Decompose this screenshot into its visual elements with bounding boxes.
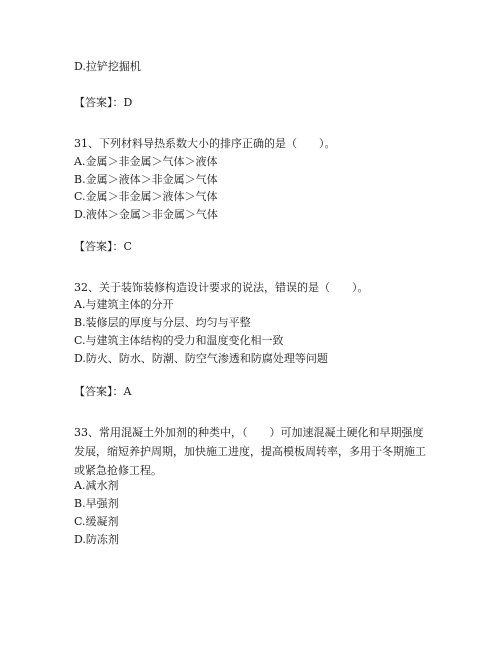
answer-label: 【答案】：C <box>74 240 132 253</box>
question-33-stem: 33、常用混凝土外加剂的种类中，（ ）可加速混凝土硬化和早期强度发展，缩短养护周期，加快施工进度，提高模板周转率，多用于冬期施工或紧急抢修工程。 <box>74 426 426 477</box>
question-33-option-a: A.减水剂 <box>74 479 119 492</box>
answer-label: 【答案】：D <box>74 96 133 109</box>
question-32-option-a: A.与建筑主体的分开 <box>74 298 174 311</box>
question-31-option-a: A.金属＞非金属＞气体＞液体 <box>74 155 218 168</box>
question-31-option-c: C.金属＞非金属＞液体＞气体 <box>74 190 218 203</box>
question-31-option-b: B.金属＞液体＞非金属＞气体 <box>74 173 218 186</box>
question-32-stem: 32、关于装饰装修构造设计要求的说法，错误的是（ ）。 <box>74 281 369 294</box>
question-31-option-d: D.液体＞金属＞非金属＞气体 <box>74 208 218 221</box>
question-32-option-c: C.与建筑主体结构的受力和温度变化相一致 <box>74 334 284 347</box>
question-33-option-d: D.防冻剂 <box>74 533 119 546</box>
question-33-option-b: B.早强剂 <box>74 497 119 510</box>
answer-label: 【答案】：A <box>74 385 132 398</box>
question-32-option-d: D.防火、防水、防潮、防空气渗透和防腐处理等问题 <box>74 352 328 365</box>
question-32-option-b: B.装修层的厚度与分层、均匀与平整 <box>74 316 251 329</box>
question-33-option-c: C.缓凝剂 <box>74 515 119 528</box>
previous-question-option-d: D.拉铲挖掘机 <box>74 60 141 73</box>
question-31-stem: 31、下列材料导热系数大小的排序正确的是（ ）。 <box>74 137 336 150</box>
